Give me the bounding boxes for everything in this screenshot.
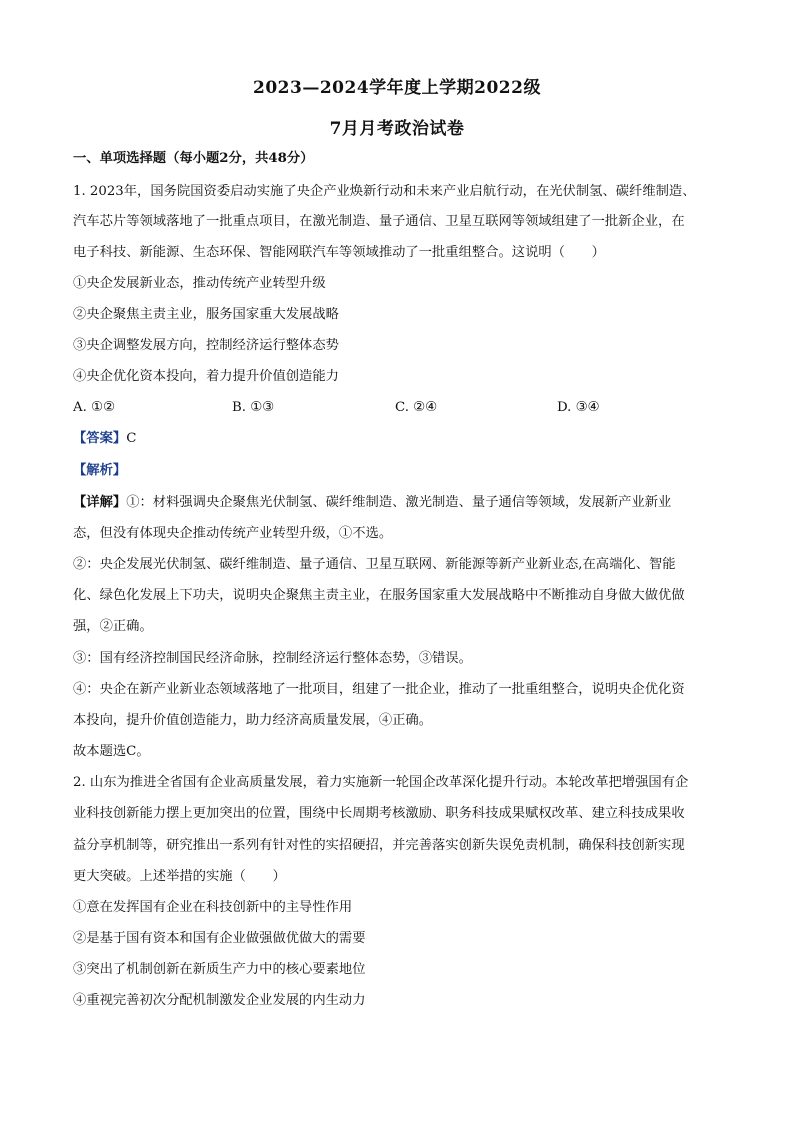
q1-option-b: B. ①③ [232, 400, 275, 415]
q2-statement: ③突出了机制创新在新质生产力中的核心要素地位 [73, 962, 366, 977]
q1-option-a: A. ①② [73, 400, 115, 415]
q1-detail-line: 本投向，提升价值创造能力，助力经济高质量发展，④正确。 [73, 713, 433, 728]
q1-detail-line: 化、绿色化发展上下功夫，说明央企聚焦主责主业，在服务国家重大发展战略中不断推动自身做大做优做 [73, 588, 685, 603]
q1-statement: ②央企聚焦主责主业，服务国家重大发展战略 [73, 307, 339, 322]
q2-stem-line: 2. 山东为推进全省国有企业高质量发展，着力实施新一轮国企改革深化提升行动。本轮改革把增强国有企 [73, 775, 689, 790]
q1-statement: ①央企发展新业态，推动传统产业转型升级 [73, 276, 326, 291]
q1-option-c: C. ②④ [395, 400, 437, 415]
answer-value: C [126, 431, 137, 446]
q1-detail-line: 态，但没有体现央企推动传统产业转型升级，①不选。 [73, 526, 393, 541]
exam-title-line2: 7月月考政治试卷 [329, 119, 465, 139]
q2-stem-line: 业科技创新能力摆上更加突出的位置，围绕中长周期考核激励、职务科技成果赋权改革、建立科技成果收 [73, 806, 685, 821]
detail-label: 【详解】 [73, 495, 127, 510]
exam-title-line1: 2023—2024学年度上学期2022级 [253, 78, 541, 98]
q2-statement: ①意在发挥国有企业在科技创新中的主导性作用 [73, 900, 353, 915]
detail-text: ①：材料强调央企聚焦光伏制氢、碳纤维制造、激光制造、量子通信等领域，发展新产业新业 [126, 495, 672, 510]
q1-option-d: D. ③④ [557, 400, 600, 415]
q1-detail-line: 强，②正确。 [73, 619, 153, 634]
answer-label: 【答案】 [73, 431, 127, 446]
q1-stem-line: 1. 2023年，国务院国资委启动实施了央企产业焕新行动和未来产业启航行动，在光伏制氢、碳纤维制造、 [73, 184, 696, 199]
q1-answer [73, 430, 733, 448]
q1-detail-line [73, 494, 733, 512]
q1-statement: ③央企调整发展方向，控制经济运行整体态势 [73, 338, 339, 353]
section-heading: 一、单项选择题（每小题2分，共48分） [73, 151, 314, 166]
q1-detail-line: ③：国有经济控制国民经济命脉，控制经济运行整体态势，③错误。 [73, 651, 472, 666]
q1-conclusion: 故本题选C。 [73, 744, 150, 759]
q1-detail-line: ④：央企在新产业新业态领域落地了一批项目，组建了一批企业，推动了一批重组整合，说明央企优化资 [73, 682, 685, 697]
q2-stem-line: 更大突破。上述举措的实施（ ） [73, 869, 286, 884]
q1-stem-line: 汽车芯片等领域落地了一批重点项目，在激光制造、量子通信、卫星互联网等领域组建了一批新企业，在 [73, 214, 685, 229]
q1-detail-line: ②：央企发展光伏制氢、碳纤维制造、量子通信、卫星互联网、新能源等新产业新业态,在高端化、智能 [73, 557, 676, 572]
q2-statement: ②是基于国有资本和国有企业做强做优做大的需要 [73, 931, 366, 946]
analysis-label: 【解析】 [73, 463, 127, 478]
q1-stem-line: 电子科技、新能源、生态环保、智能网联汽车等领域推动了一批重组整合。这说明（ ） [73, 245, 605, 260]
q2-stem-line: 益分享机制等，研究推出一系列有针对性的实招硬招，并完善落实创新失误免责机制，确保科技创新实现 [73, 838, 685, 853]
q1-statement: ④央企优化资本投向，着力提升价值创造能力 [73, 369, 339, 384]
q2-statement: ④重视完善初次分配机制激发企业发展的内生动力 [73, 993, 366, 1008]
